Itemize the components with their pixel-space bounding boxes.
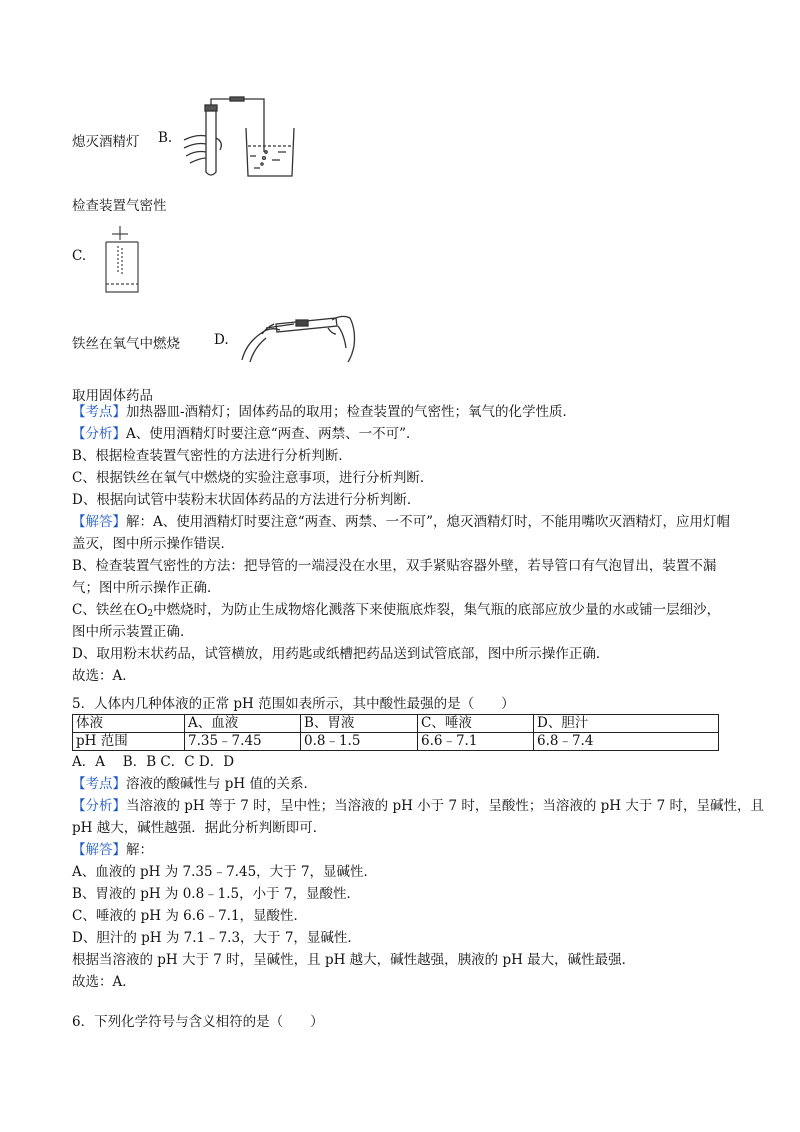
table-cell: A、血液 [185,715,301,733]
table-cell: 6.8﹣7.4 [534,733,719,751]
option-b-marker: B. [158,130,173,146]
q4-jieda [72,512,730,532]
answer: 故选：A． [72,974,136,990]
jieda-text: 解： [126,842,153,858]
option-b-caption: 检查装置气密性 [72,198,167,214]
jieda-line: 解：A、使用酒精灯时要注意“两查、两禁、一不可”，熄灭酒精灯时，不能用嘴吹灭酒精灯，应用灯帽 [126,514,731,530]
jieda-line: D、胆汁的 pH 为 7.1﹣7.3，大于 7，显碱性． [72,930,361,946]
jieda-line: A、血液的 pH 为 7.35﹣7.45，大于 7，显碱性． [72,864,378,880]
airtightness-check-figure [180,96,308,180]
q5-options: A．A B．B C．C D．D [72,754,235,770]
jieda-line: C、唾液的 pH 为 6.6﹣7.1，显酸性． [72,908,308,924]
jieda-tag: 【解答】 [72,842,126,858]
table-cell: C、唾液 [418,715,534,733]
option-d-caption: 取用固体药品 [72,388,153,404]
q4-kaodian [72,402,576,422]
q5-stem: 5．人体内几种体液的正常 pH 范围如表所示，其中酸性最强的是（ ） [72,696,515,712]
option-c-caption: 铁丝在氧气中燃烧 [72,336,180,352]
q5-fenxi [72,796,764,816]
table-row [73,715,719,733]
subscript: 2 [147,609,154,619]
kaodian-tag: 【考点】 [72,404,126,420]
fenxi-line: B、根据检查装置气密性的方法进行分析判断． [72,448,352,464]
option-a-caption: 熄灭酒精灯 [72,134,140,150]
option-d-marker: D. [214,332,229,348]
kaodian-text: 溶液的酸碱性与 pH 值的关系． [126,776,317,792]
jieda-line: 气；图中所示操作正确． [72,580,221,596]
q4-fenxi [72,424,420,444]
fenxi-tag: 【分析】 [72,426,126,442]
jieda-line: 盖灭，图中所示操作错误． [72,536,234,552]
table-cell: 6.6﹣7.1 [418,733,534,751]
ph-table [72,714,719,751]
jieda-text: C、铁丝在O [72,602,148,618]
table-cell: 0.8﹣1.5 [301,733,418,751]
table-cell: B、胃液 [301,715,418,733]
q5-kaodian [72,774,317,794]
jieda-text: 中燃烧时，为防止生成物熔化溅落下来使瓶底炸裂，集气瓶的底部应放少量的水或铺一层细沙， [153,602,721,618]
jieda-tag: 【解答】 [72,514,126,530]
table-cell: 7.35﹣7.45 [185,733,301,751]
table-cell: pH 范围 [73,733,185,751]
solid-reagent-figure [236,304,360,364]
fenxi-line: C、根据铁丝在氧气中燃烧的实验注意事项，进行分析判断． [72,470,434,486]
option-c-marker: C. [72,248,87,264]
answer: 故选：A． [72,668,136,684]
jieda-line: 图中所示装置正确． [72,624,194,640]
fenxi-line: D、根据向试管中装粉末状固体药品的方法进行分析判断． [72,492,421,508]
q5-jieda [72,840,153,860]
jieda-line: 根据当溶液的 pH 大于 7 时，呈碱性，且 pH 越大，碱性越强，胰液的 pH 最大，碱性最强． [72,952,636,968]
fenxi-line: 当溶液的 pH 等于 7 时，呈中性；当溶液的 pH 小于 7 时，呈酸性；当溶液的 pH 大于 7 时，呈碱性，且 [126,798,765,814]
jieda-line: B、胃液的 pH 为 0.8﹣1.5，小于 7，显酸性． [72,886,361,902]
jieda-line: B、检查装置气密性的方法：把导管的一端浸没在水里，双手紧贴容器外壁，若导管口有气泡冒出，装置不漏 [72,558,717,574]
q6-stem: 6．下列化学符号与含义相符的是（ ） [72,1014,324,1030]
fenxi-tag: 【分析】 [72,798,126,814]
kaodian-text: 加热器皿-酒精灯；固体药品的取用；检查装置的气密性；氧气的化学性质． [126,404,577,420]
kaodian-tag: 【考点】 [72,776,126,792]
table-cell: 体液 [73,715,185,733]
iron-wire-burning-figure [100,226,144,298]
table-row [73,733,719,751]
jieda-line: D、取用粉末状药品，试管横放，用药匙或纸槽把药品送到试管底部，图中所示操作正确． [72,646,610,662]
fenxi-line: A、使用酒精灯时要注意“两查、两禁、一不可”． [126,426,420,442]
table-cell: D、胆汁 [534,715,719,733]
fenxi-line: pH 越大，碱性越强．据此分析判断即可． [72,820,327,836]
jieda-line [72,600,720,624]
